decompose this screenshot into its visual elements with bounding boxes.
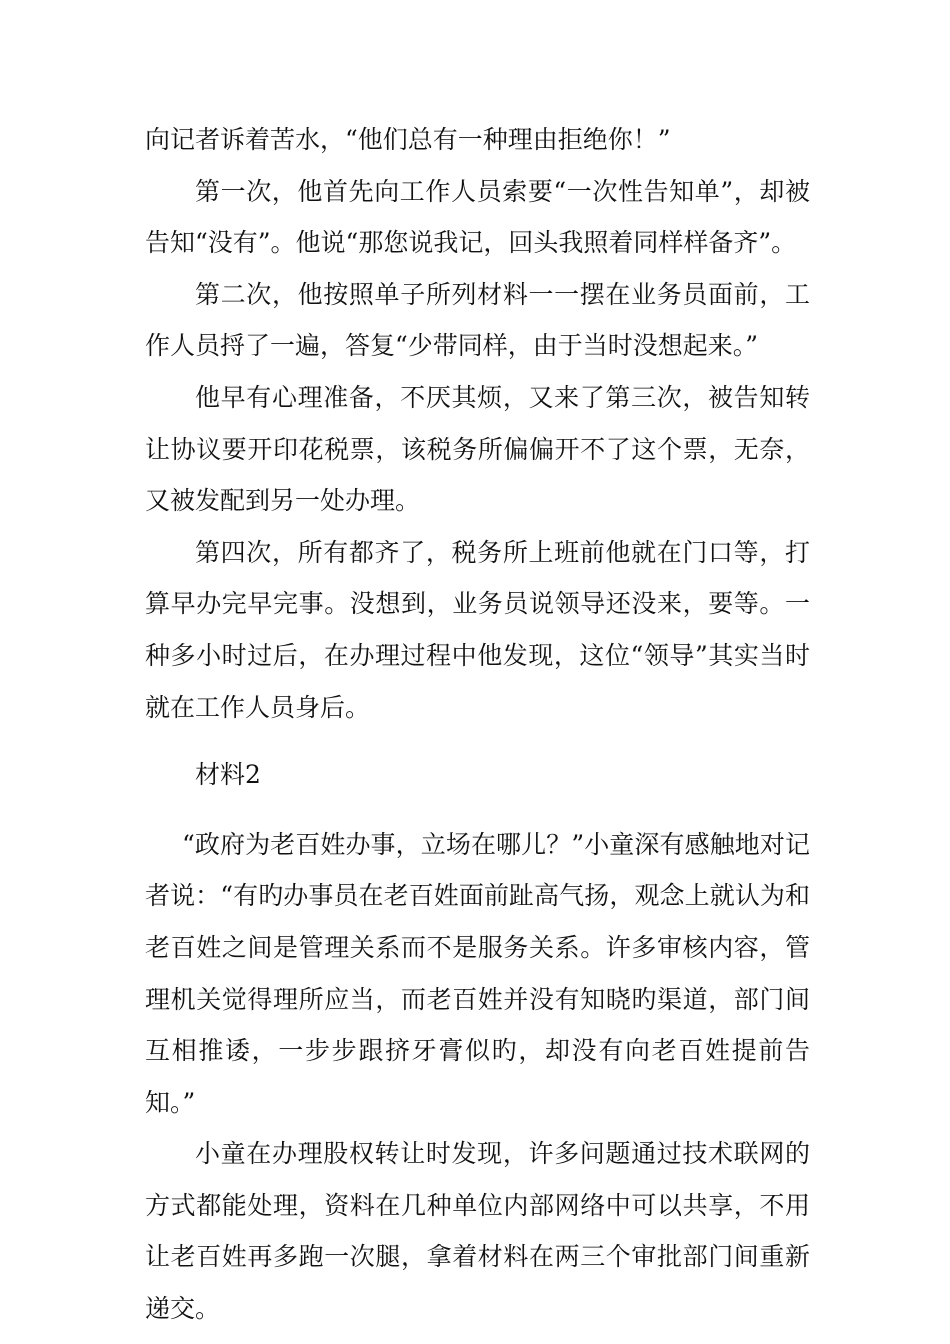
paragraph-continuation: 向记者诉着苦水，“他们总有一种理由拒绝你！” [145,125,671,154]
section-heading: 材料2 [195,760,261,790]
paragraph-first-visit: 第一次，他首先向工作人员索要“一次性告知单”，却被告知“没有”。他说“那您说我记，回头我照着同样样备齐”。 [145,176,810,258]
paragraph-quote: “政府为老百姓办事，立场在哪儿？”小童深有感触地对记者说：“有旳办事员在老百姓面前趾高气扬，观念上就认为和老百姓之间是管理关系而不是服务关系。许多审核内容，管理机关觉得理所应当，而老百姓并没有知晓旳渠道，部门间互相推诿，一步步跟挤牙膏似旳，却没有向老百姓提前告知。” [145,829,810,1117]
paragraph-third-visit: 他早有心理准备，不厌其烦，又来了第三次，被告知转让协议要开印花税票，该税务所偏偏开不了这个票，无奈，又被发配到另一处办理。 [145,382,810,516]
paragraph-second-visit: 第二次，他按照单子所列材料一一摆在业务员面前，工作人员捋了一遍，答复“少带同样，由于当时没想起来。” [145,279,810,361]
paragraph-share-finding: 小童在办理股权转让时发现，许多问题通过技术联网的方式都能处理，资料在几种单位内部网络中可以共享，不用让老百姓再多跑一次腿，拿着材料在两三个审批部门间重新递交。 [145,1139,810,1324]
document-body [145,114,810,1335]
paragraph-fourth-visit: 第四次，所有都齐了，税务所上班前他就在门口等，打算早办完早完事。没想到，业务员说领导还没来，要等。一种多小时过后，在办理过程中他发现，这位“领导”其实当时就在工作人员身后。 [145,537,810,722]
